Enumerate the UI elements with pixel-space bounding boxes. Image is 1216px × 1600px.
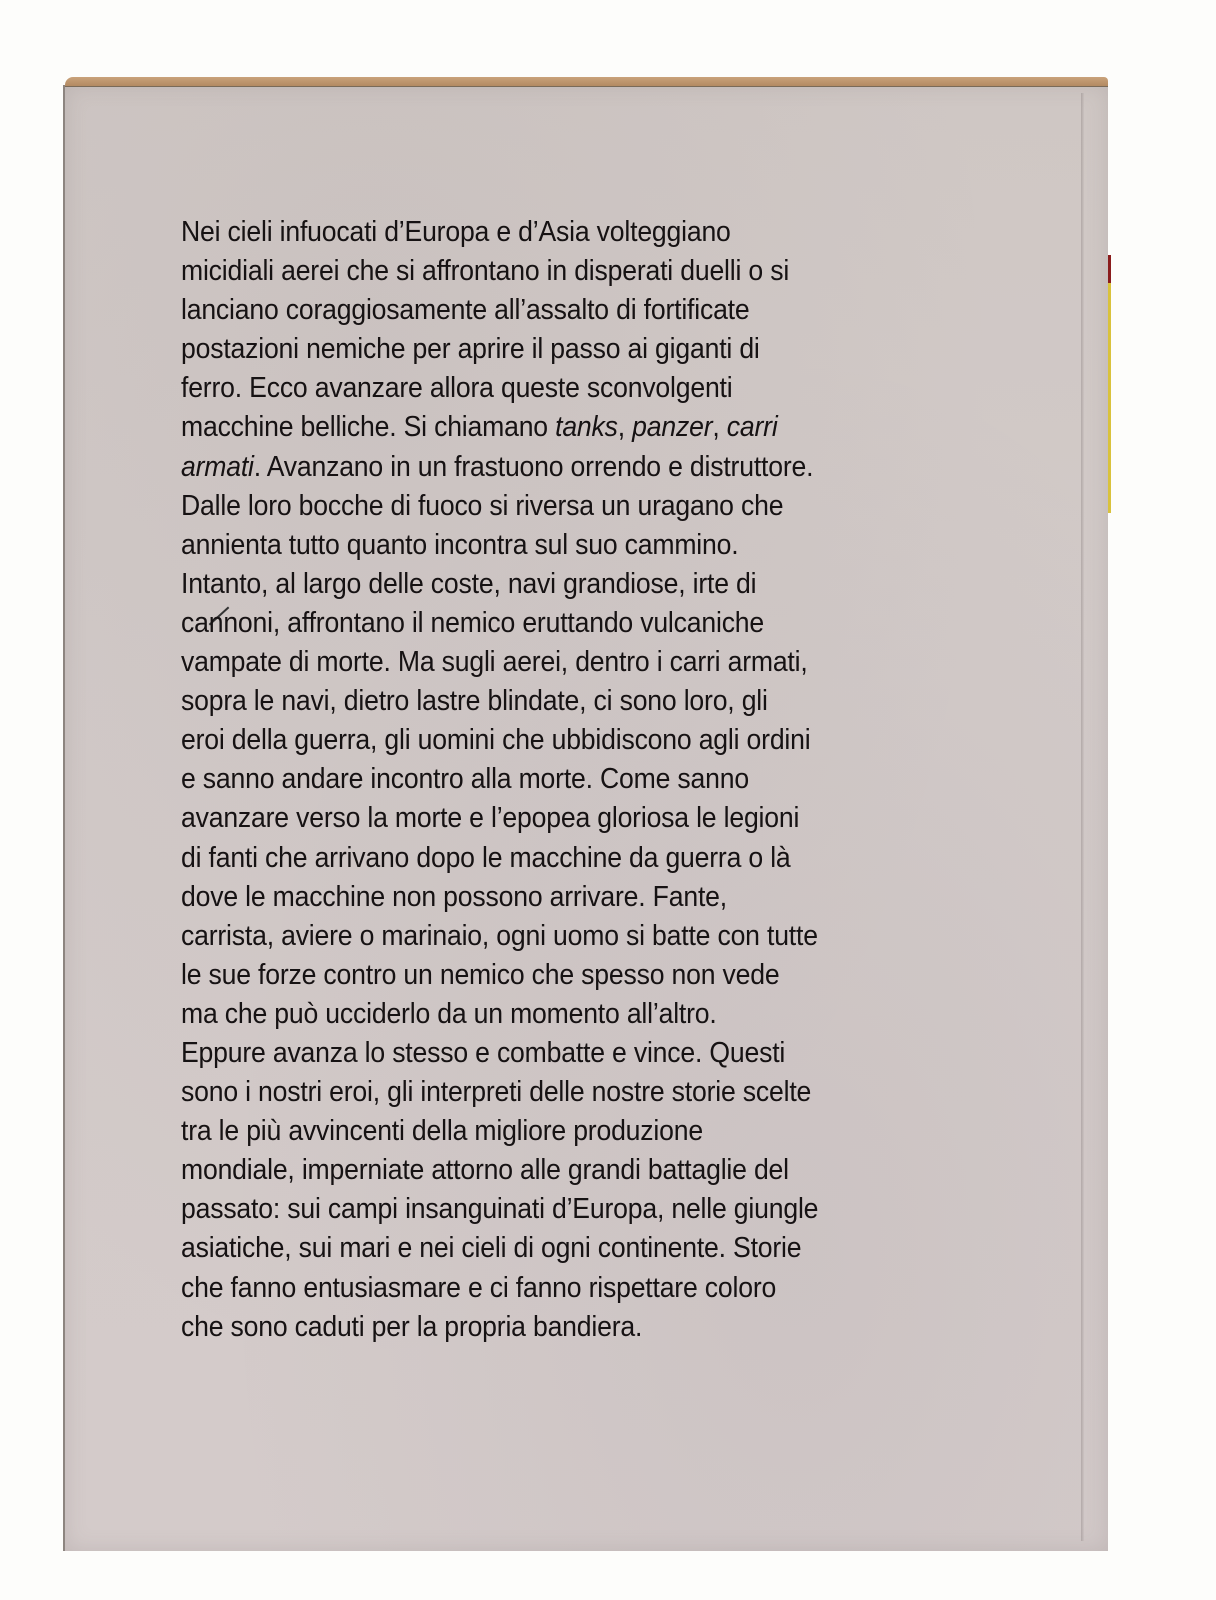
blurb-line: dove le macchine non possono arrivare. Fante, [181,880,727,913]
blurb-line: annienta tutto quanto incontra sul suo cammino. [181,528,739,561]
blurb-line: Dalle loro bocche di fuoco si riversa un uragano che [181,489,784,522]
blurb-text: , [617,411,633,444]
italic-term-carri: carri [726,411,778,444]
back-cover-blurb [181,213,981,1347]
blurb-line: le sue forze contro un nemico che spesso non vede [181,958,780,991]
italic-term-armati: armati [181,450,254,483]
blurb-text: . Avanzano in un frastuono orrendo e distruttore. [253,450,814,483]
blurb-line: tra le più avvincenti della migliore produzione [181,1115,703,1148]
blurb-line: Intanto, al largo delle coste, navi grandiose, irte di [181,567,757,600]
cover-top-edge [65,77,1108,87]
blurb-line: lanciano coraggiosamente all’assalto di fortificate [181,294,750,327]
blurb-line: sopra le navi, dietro lastre blindate, ci sono loro, gli [181,685,768,718]
blurb-line: ferro. Ecco avanzare allora queste sconvolgenti [181,372,733,405]
blurb-line [181,448,981,487]
blurb-line: vampate di morte. Ma sugli aerei, dentro i carri armati, [181,646,808,679]
blurb-line: di fanti che arrivano dopo le macchine da guerra o là [181,841,791,874]
blurb-text: , [712,411,727,444]
blurb-line: passato: sui campi insanguinati d’Europa, nelle giungle [181,1193,819,1226]
blurb-line: eroi della guerra, gli uomini che ubbidiscono agli ordini [181,724,811,757]
blurb-line: e sanno andare incontro alla morte. Come sanno [181,763,749,796]
book-back-cover [63,85,1108,1551]
blurb-line: carrista, aviere o marinaio, ogni uomo si batte con tutte [181,919,818,952]
blurb-text: macchine belliche. Si chiamano [181,411,556,444]
blurb-line: avanzare verso la morte e l’epopea gloriosa le legioni [181,802,800,835]
blurb-line: che fanno entusiasmare e ci fanno rispettare coloro [181,1271,777,1304]
italic-term-panzer: panzer [632,411,713,444]
italic-term-tanks: tanks [555,411,618,444]
blurb-line: asiatiche, sui mari e nei cieli di ogni continente. Storie [181,1232,802,1265]
blurb-line: che sono caduti per la propria bandiera. [181,1310,643,1343]
blurb-line: postazioni nemiche per aprire il passo ai giganti di [181,333,760,366]
blurb-line: Nei cieli infuocati d’Europa e d’Asia volteggiano [181,216,731,248]
blurb-line: cannoni, affrontano il nemico eruttando vulcaniche [181,606,765,639]
blurb-line: micidiali aerei che si affrontano in disperati duelli o si [181,255,790,288]
blurb-line: mondiale, imperniate attorno alle grandi battaglie del [181,1154,789,1187]
blurb-line: Eppure avanza lo stesso e combatte e vince. Questi [181,1036,786,1069]
spine-yellow-accent [1108,283,1111,513]
spine-groove [1081,93,1084,1541]
spine-red-accent [1108,255,1111,283]
blurb-line [181,408,981,447]
blurb-line: sono i nostri eroi, gli interpreti delle nostre storie scelte [181,1076,812,1109]
blurb-line: ma che può ucciderlo da un momento all’altro. [181,997,717,1030]
